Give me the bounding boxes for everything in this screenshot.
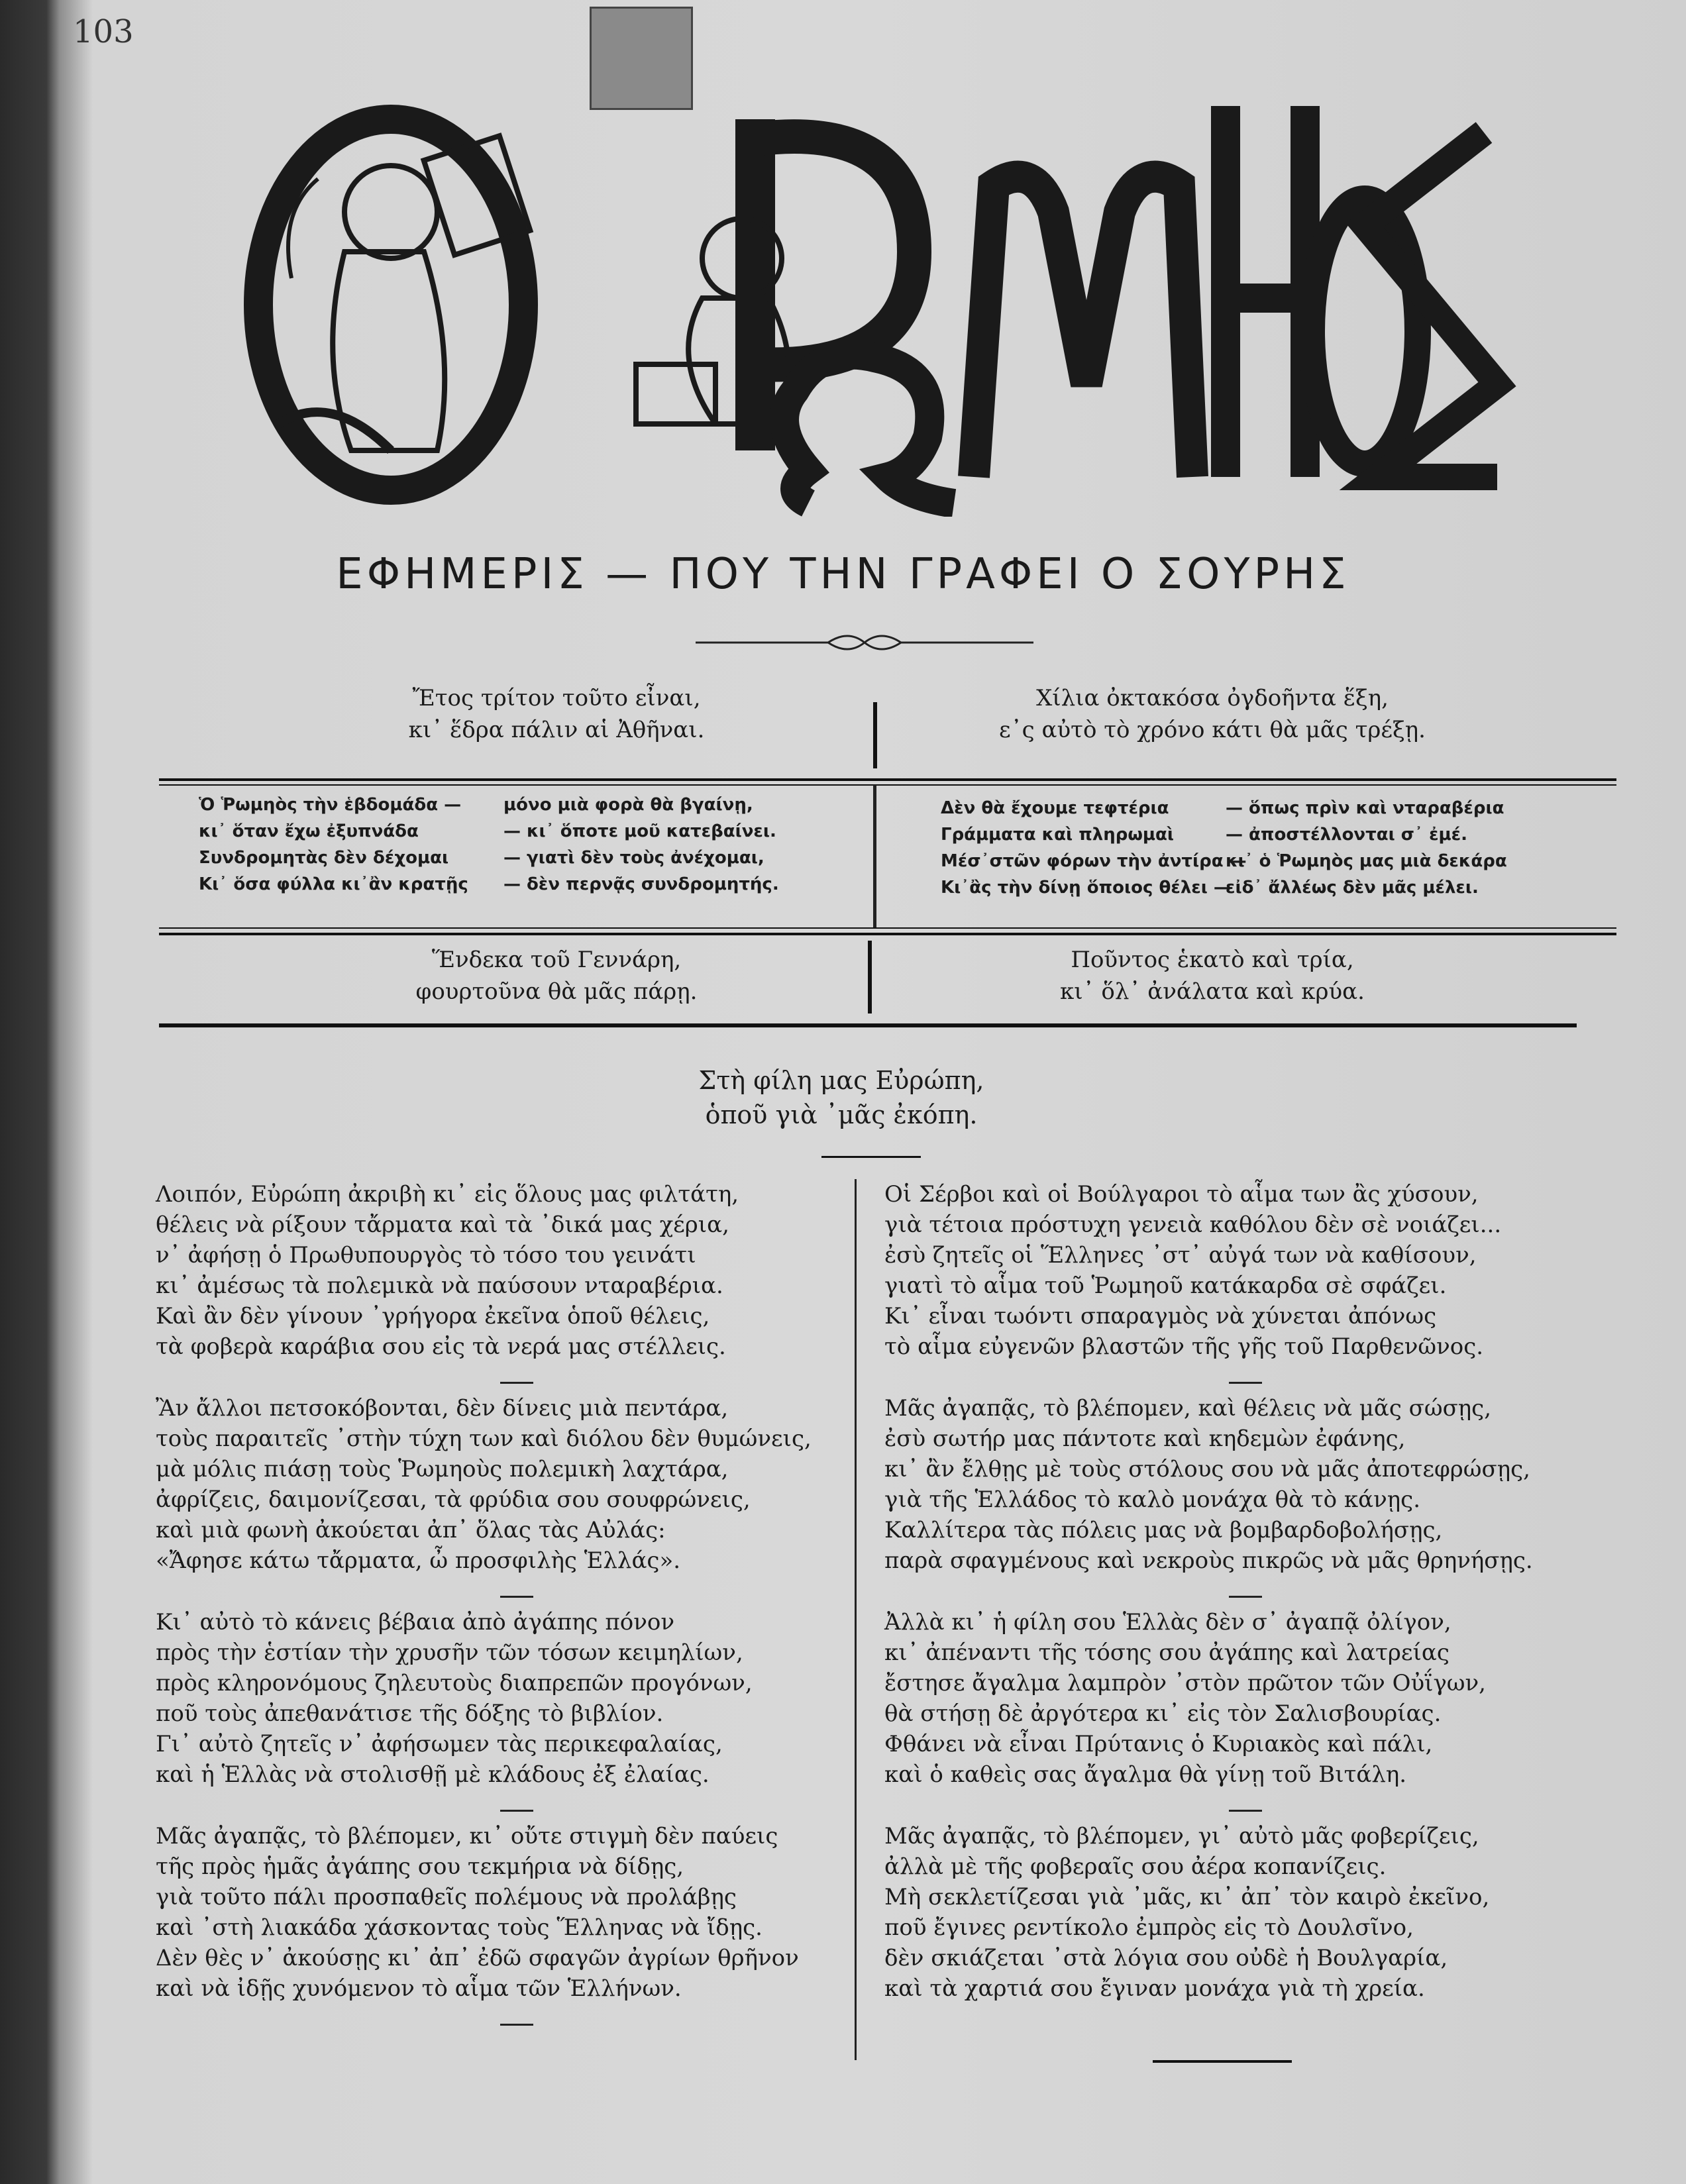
stanza bbox=[156, 1821, 858, 2004]
info-row: Κι᾽ἂς τὴν δίνῃ ὅποιος θέλει —εἰδ᾽ ἄλλέως δὲν μᾶς μέλει. bbox=[941, 878, 1479, 898]
poem-line: Μᾶς ἀγαπᾷς, τὸ βλέπομεν, κι᾽ οὔτε στιγμὴ δὲν παύεις bbox=[156, 1823, 778, 1849]
poem-line: τῆς πρὸς ἡμᾶς ἀγάπης σου τεκμήρια νὰ δίδῃς, bbox=[156, 1853, 684, 1880]
poem-line: καὶ ἡ Ἑλλὰς νὰ στολισθῇ μὲ κλάδους ἐξ ἐλαίας. bbox=[156, 1761, 710, 1788]
poem-line: γιατὶ τὸ αἷμα τοῦ Ῥωμηοῦ κατάκαρδα σὲ σφάζει. bbox=[884, 1273, 1447, 1299]
header-bottom-rule bbox=[159, 1023, 1577, 1027]
masthead-logo bbox=[238, 79, 1524, 517]
info-row: Δὲν θὰ ἔχουμε τεφτέρια — ὅπως πρὶν καὶ νταραβέρια bbox=[941, 798, 1504, 818]
poem-line: ἀφρίζεις, δαιμονίζεσαι, τὰ φρύδια σου σουφρώνεις, bbox=[156, 1486, 751, 1513]
poem-line: ποῦ τοὺς ἀπεθανάτισε τῆς δόξης τὸ βιβλίον. bbox=[156, 1700, 664, 1727]
stanza-separator bbox=[500, 1810, 533, 1812]
verse-line: ε᾽ς αὐτὸ τὸ χρόνο κάτι θὰ μᾶς τρέξῃ. bbox=[999, 717, 1426, 743]
subtitle: ΕΦΗΜΕΡΙΣ — ΠΟΥ ΤΗΝ ΓΡΑΦΕΙ Ο ΣΟΥΡΗΣ bbox=[336, 550, 1350, 599]
poem-line: γιὰ τῆς Ἑλλάδος τὸ καλὸ μονάχα θὰ τὸ κάνῃς. bbox=[884, 1486, 1421, 1513]
stanza bbox=[884, 1179, 1587, 1362]
info-row: Ὁ Ῥωμηὸς τὴν ἑβδομάδα — μόνο μιὰ φορὰ θὰ βγαίνῃ, bbox=[199, 795, 753, 815]
poem-line: καὶ ᾽στὴ λιακάδα χάσκοντας τοὺς Ἕλληνας νὰ ἴδῃς. bbox=[156, 1914, 763, 1941]
divider-ornament bbox=[696, 629, 1033, 656]
double-rule-top-2 bbox=[159, 784, 1616, 786]
info-table-left bbox=[199, 792, 779, 898]
double-rule-top bbox=[159, 778, 1616, 781]
poem-line: κι᾽ ἀμέσως τὰ πολεμικὰ νὰ παύσουν νταραβέρια. bbox=[156, 1273, 723, 1299]
poem-line: τὰ φοβερὰ καράβια σου εἰς τὰ νερά μας στέλλεις. bbox=[156, 1333, 726, 1360]
end-rule bbox=[1153, 2060, 1292, 2063]
verse-line: κι᾽ ἕδρα πάλιν αἱ Ἀθῆναι. bbox=[408, 717, 705, 743]
stanza-separator bbox=[500, 1382, 533, 1384]
center-ornament-bottom bbox=[868, 941, 872, 1014]
double-rule-mid bbox=[159, 927, 1616, 929]
double-rule-mid-2 bbox=[159, 933, 1616, 935]
heading-line: ὁποῦ γιὰ ᾽μᾶς ἐκόπη. bbox=[705, 1100, 978, 1129]
date-verse-left bbox=[318, 944, 795, 1008]
poem-line: τὸ αἷμα εὐγενῶν βλαστῶν τῆς γῆς τοῦ Παρθενῶνος. bbox=[884, 1333, 1484, 1360]
info-table-right bbox=[941, 795, 1507, 901]
poem-line: καὶ μιὰ φωνὴ ἀκούεται ἀπ᾽ ὅλας τὰς Αὐλάς: bbox=[156, 1517, 666, 1543]
poem-line: πρὸς τὴν ἑστίαν τὴν χρυσῆν τῶν τόσων κειμηλίων, bbox=[156, 1639, 743, 1666]
poem-line: πρὸς κληρονόμους ζηλευτοὺς διαπρεπῶν προγόνων, bbox=[156, 1670, 753, 1696]
poem-line: κι᾽ ἂν ἔλθῃς μὲ τοὺς στόλους σου νὰ μᾶς ἀποτεφρώσῃς, bbox=[884, 1456, 1530, 1482]
verse-line: Ἔτος τρίτον τοῦτο εἶναι, bbox=[412, 685, 701, 711]
poem-line: Μὴ σεκλετίζεσαι γιὰ ᾽μᾶς, κι᾽ ἀπ᾽ τὸν καιρὸ ἐκεῖνο, bbox=[884, 1884, 1490, 1910]
stanza-separator bbox=[1229, 1810, 1262, 1812]
poem-line: καὶ νὰ ἰδῇς χυνόμενον τὸ αἷμα τῶν Ἑλλήνων. bbox=[156, 1975, 682, 2002]
info-row: κι᾽ ὅταν ἔχω ἐξυπνάδα — κι᾽ ὅποτε μοῦ κατεβαίνει. bbox=[199, 821, 776, 841]
poem-line: ἔστησε ἄγαλμα λαμπρὸν ᾽στὸν πρῶτον τῶν Οὐΐγων, bbox=[884, 1670, 1486, 1696]
heading-underline bbox=[821, 1156, 921, 1158]
info-row: Κι᾽ ὅσα φύλλα κι᾽ἂν κρατῇς — δὲν περνᾷς συνδρομητής. bbox=[199, 874, 779, 894]
poem-line: «Ἄφησε κάτω τἄρματα, ὦ προσφιλὴς Ἑλλάς». bbox=[156, 1547, 681, 1574]
heading-line: Στὴ φίλη μας Εὐρώπη, bbox=[698, 1066, 984, 1095]
poem-line: Μᾶς ἀγαπᾷς, τὸ βλέπομεν, καὶ θέλεις νὰ μᾶς σώσῃς, bbox=[884, 1395, 1492, 1422]
poem-line: θέλεις νὰ ρίξουν τἄρματα καὶ τὰ ᾽δικά μας χέρια, bbox=[156, 1212, 729, 1238]
stanza-separator bbox=[500, 1596, 533, 1598]
stanza bbox=[156, 1393, 858, 1576]
article-heading bbox=[596, 1063, 1086, 1132]
poem-line: Γι᾽ αὐτὸ ζητεῖς ν᾽ ἀφήσωμεν τὰς περικεφαλαίας, bbox=[156, 1731, 723, 1757]
date-verse-right bbox=[947, 944, 1477, 1008]
verse-line: Ἕνδεκα τοῦ Γεννάρη, bbox=[431, 947, 682, 973]
poem-line: γιὰ τέτοια πρόστυχη γενειὰ καθόλου δὲν σὲ νοιάζει... bbox=[884, 1212, 1502, 1238]
center-ornament-top bbox=[873, 702, 877, 768]
top-verse-right bbox=[947, 682, 1477, 746]
top-verse-left bbox=[318, 682, 795, 746]
poem-line: τοὺς παραιτεῖς ᾽στὴν τύχη των καὶ διόλου δὲν θυμώνεις, bbox=[156, 1426, 812, 1452]
info-row: Γράμματα καὶ πληρωμαὶ — ἀποστέλλονται σ᾽ ἐμέ. bbox=[941, 825, 1468, 845]
verse-line: Χίλια ὀκτακόσα ὀγδοῆντα ἕξη, bbox=[1036, 685, 1389, 711]
info-row: Συνδρομητὰς δὲν δέχομαι — γιατὶ δὲν τοὺς ἀνέχομαι, bbox=[199, 848, 764, 868]
stanza bbox=[884, 1393, 1587, 1576]
poem-column-right bbox=[884, 1179, 1587, 2024]
stanza-separator bbox=[1229, 1382, 1262, 1384]
poem-column-divider bbox=[855, 1179, 857, 2060]
stanza bbox=[884, 1821, 1587, 2004]
poem-line: καὶ τὰ χαρτιά σου ἔγιναν μονάχα γιὰ τὴ χρεία. bbox=[884, 1975, 1425, 2002]
stanza-separator bbox=[500, 2024, 533, 2026]
poem-line: κι᾽ ἀπέναντι τῆς τόσης σου ἀγάπης καὶ λατρείας bbox=[884, 1639, 1449, 1666]
poem-line: Μᾶς ἀγαπᾷς, τὸ βλέπομεν, γι᾽ αὐτὸ μᾶς φοβερίζεις, bbox=[884, 1823, 1479, 1849]
poem-line: δὲν σκιάζεται ᾽στὰ λόγια σου οὐδὲ ἡ Βουλγαρία, bbox=[884, 1945, 1448, 1971]
verse-line: φουρτοῦνα θὰ μᾶς πάρῃ. bbox=[415, 978, 698, 1005]
poem-line: Λοιπόν, Εὐρώπη ἀκριβὴ κι᾽ εἰς ὅλους μας φιλτάτη, bbox=[156, 1181, 739, 1208]
poem-line: Καὶ ἂν δὲν γίνουν ᾽γρήγορα ἐκεῖνα ὁποῦ θέλεις, bbox=[156, 1303, 710, 1329]
poem-line: ἀλλὰ μὲ τῆς φοβεραῖς σου ἀέρα κοπανίζεις. bbox=[884, 1853, 1387, 1880]
poem-line: Κι᾽ αὐτὸ τὸ κάνεις βέβαια ἀπὸ ἀγάπης πόνον bbox=[156, 1609, 675, 1636]
poem-line: ν᾽ ἀφήσῃ ὁ Πρωθυπουργὸς τὸ τόσο του γεινάτι bbox=[156, 1242, 696, 1269]
poem-line: Δὲν θὲς ν᾽ ἀκούσῃς κι᾽ ἀπ᾽ ἐδῶ σφαγῶν ἀγρίων θρῆνον bbox=[156, 1945, 799, 1971]
poem-line: ποῦ ἔγινες ρεντίκολο ἐμπρὸς εἰς τὸ Δουλσῖνο, bbox=[884, 1914, 1414, 1941]
poem-line: ἐσὺ σωτήρ μας πάντοτε καὶ κηδεμὼν ἐφάνης, bbox=[884, 1426, 1406, 1452]
verse-line: Ποῦντος ἑκατὸ καὶ τρία, bbox=[1071, 947, 1354, 973]
stanza bbox=[156, 1607, 858, 1790]
poem-line: Οἱ Σέρβοι καὶ οἱ Βούλγαροι τὸ αἷμα των ἂς χύσουν, bbox=[884, 1181, 1479, 1208]
poem-line: Ἀλλὰ κι᾽ ἡ φίλη σου Ἑλλὰς δὲν σ᾽ ἀγαπᾷ ὀλίγον, bbox=[884, 1609, 1451, 1636]
stanza-separator bbox=[1229, 1596, 1262, 1598]
poem-line: γιὰ τοῦτο πάλι προσπαθεῖς πολέμους νὰ προλάβῃς bbox=[156, 1884, 737, 1910]
poem-line: μὰ μόλις πιάσῃ τοὺς Ῥωμηοὺς πολεμικὴ λαχτάρα, bbox=[156, 1456, 729, 1482]
poem-line: Φθάνει νὰ εἶναι Πρύτανις ὁ Κυριακὸς καὶ πάλι, bbox=[884, 1731, 1433, 1757]
poem-column-left bbox=[156, 1179, 858, 2035]
info-row: Μέσ᾽στῶν φόρων τὴν ἀντίρα —κι᾽ ὁ Ῥωμηὸς μας μιὰ δεκάρα bbox=[941, 851, 1507, 871]
margin-page-number: 103 bbox=[73, 13, 134, 50]
poem-line: Ἂν ἄλλοι πετσοκόβονται, δὲν δίνεις μιὰ πεντάρα, bbox=[156, 1395, 729, 1422]
poem-line: παρὰ σφαγμένους καὶ νεκροὺς πικρῶς νὰ μᾶς θρηνήσῃς. bbox=[884, 1547, 1533, 1574]
info-column-divider bbox=[873, 785, 876, 927]
poem-line: θὰ στήσῃ δὲ ἀργότερα κι᾽ εἰς τὸν Σαλισβουρίας. bbox=[884, 1700, 1442, 1727]
poem-line: ἐσὺ ζητεῖς οἱ Ἕλληνες ᾽στ᾽ αὐγά των νὰ καθίσουν, bbox=[884, 1242, 1477, 1269]
stanza bbox=[884, 1607, 1587, 1790]
poem-line: Καλλίτερα τὰς πόλεις μας νὰ βομβαρδοβολήσῃς, bbox=[884, 1517, 1443, 1543]
poem-line: καὶ ὁ καθεὶς σας ἄγαλμα θὰ γίνῃ τοῦ Βιτάλη. bbox=[884, 1761, 1407, 1788]
stanza bbox=[156, 1179, 858, 1362]
verse-line: κι᾽ ὅλ᾽ ἀνάλατα καὶ κρύα. bbox=[1060, 978, 1365, 1005]
poem-line: Κι᾽ εἶναι τωόντι σπαραγμὸς νὰ χύνεται ἀπόνως bbox=[884, 1303, 1437, 1329]
